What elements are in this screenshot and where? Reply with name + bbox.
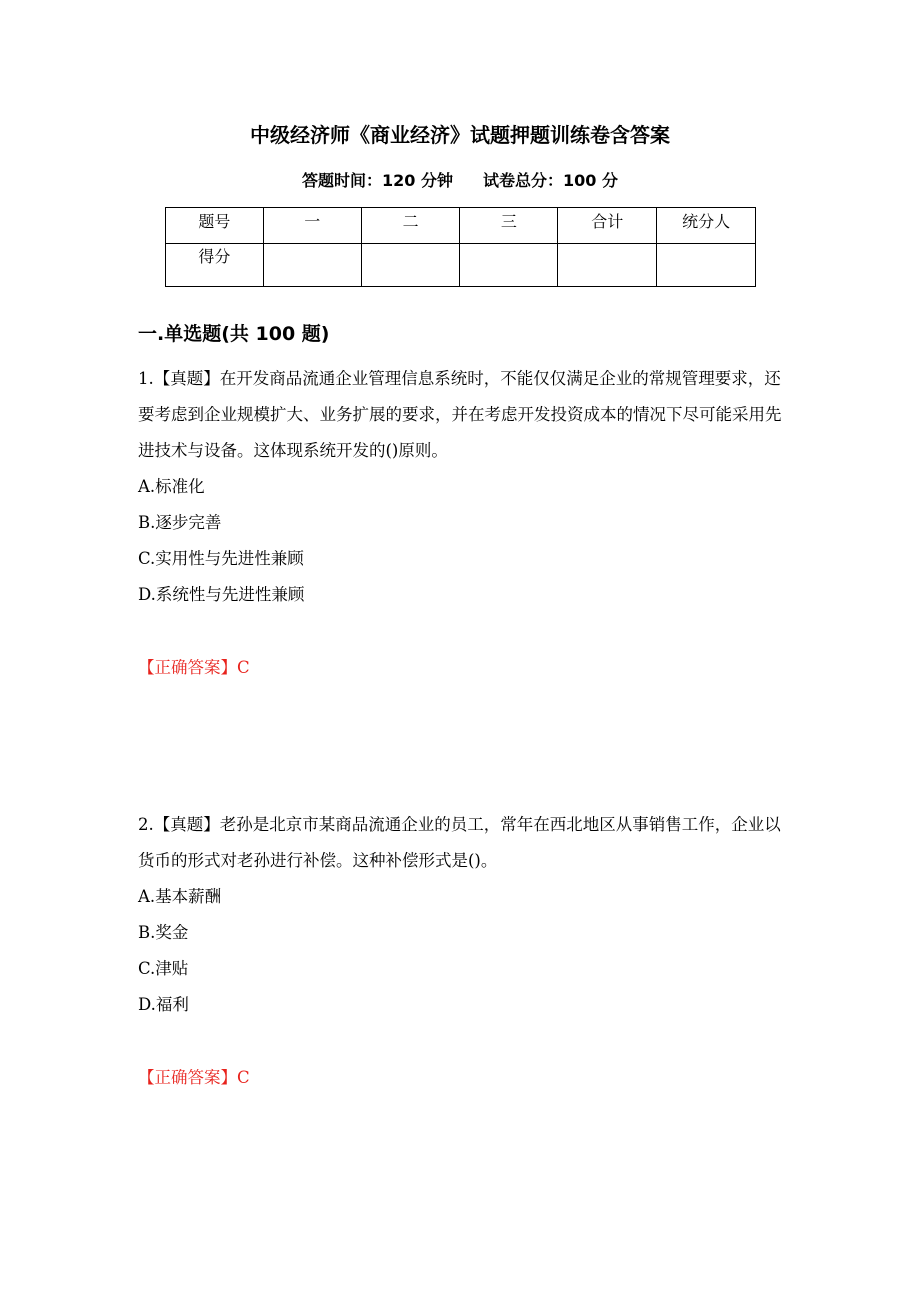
document-title: 中级经济师《商业经济》试题押题训练卷含答案 bbox=[250, 123, 670, 147]
header-cell: 三 bbox=[460, 208, 558, 244]
score-cell bbox=[460, 244, 558, 287]
header-cell: 题号 bbox=[166, 208, 264, 244]
score-row-label: 得分 bbox=[166, 244, 264, 287]
header-cell: 合计 bbox=[558, 208, 657, 244]
header-cell: 统分人 bbox=[657, 208, 756, 244]
exam-time: 答题时间：120 分钟 bbox=[302, 171, 453, 190]
question-stem: 2.【真题】老孙是北京市某商品流通企业的员工，常年在西北地区从事销售工作，企业以货币的形式对老孙进行补偿。这种补偿形式是()。 bbox=[138, 815, 781, 870]
question-1-answer: 【正确答案】C bbox=[138, 658, 250, 677]
option-a: A.基本薪酬 bbox=[138, 887, 222, 906]
score-cell bbox=[558, 244, 657, 287]
score-table-header-row bbox=[166, 208, 756, 244]
question-2-answer: 【正确答案】C bbox=[138, 1068, 250, 1087]
option-a: A.标准化 bbox=[138, 477, 205, 496]
score-table-score-row bbox=[166, 244, 756, 287]
option-c: C.津贴 bbox=[138, 959, 189, 978]
header-cell: 二 bbox=[361, 208, 460, 244]
option-b: B.逐步完善 bbox=[138, 513, 222, 532]
question-2 bbox=[138, 807, 788, 1023]
exam-info bbox=[0, 169, 920, 193]
option-c: C.实用性与先进性兼顾 bbox=[138, 549, 304, 568]
score-table bbox=[165, 207, 756, 287]
total-score: 试卷总分：100 分 bbox=[483, 171, 618, 190]
option-b: B.奖金 bbox=[138, 923, 189, 942]
score-cell bbox=[361, 244, 460, 287]
score-cell bbox=[657, 244, 756, 287]
option-d: D.系统性与先进性兼顾 bbox=[138, 585, 305, 604]
option-d: D.福利 bbox=[138, 995, 189, 1014]
header-cell: 一 bbox=[263, 208, 361, 244]
question-stem: 1.【真题】在开发商品流通企业管理信息系统时，不能仅仅满足企业的常规管理要求，还要考虑到企业规模扩大、业务扩展的要求，并在考虑开发投资成本的情况下尽可能采用先进技术与设备。这体现系统开发的()原则。 bbox=[138, 369, 782, 460]
section-title: 一.单选题(共 100 题) bbox=[138, 323, 330, 345]
score-cell bbox=[263, 244, 361, 287]
question-1 bbox=[138, 361, 788, 613]
